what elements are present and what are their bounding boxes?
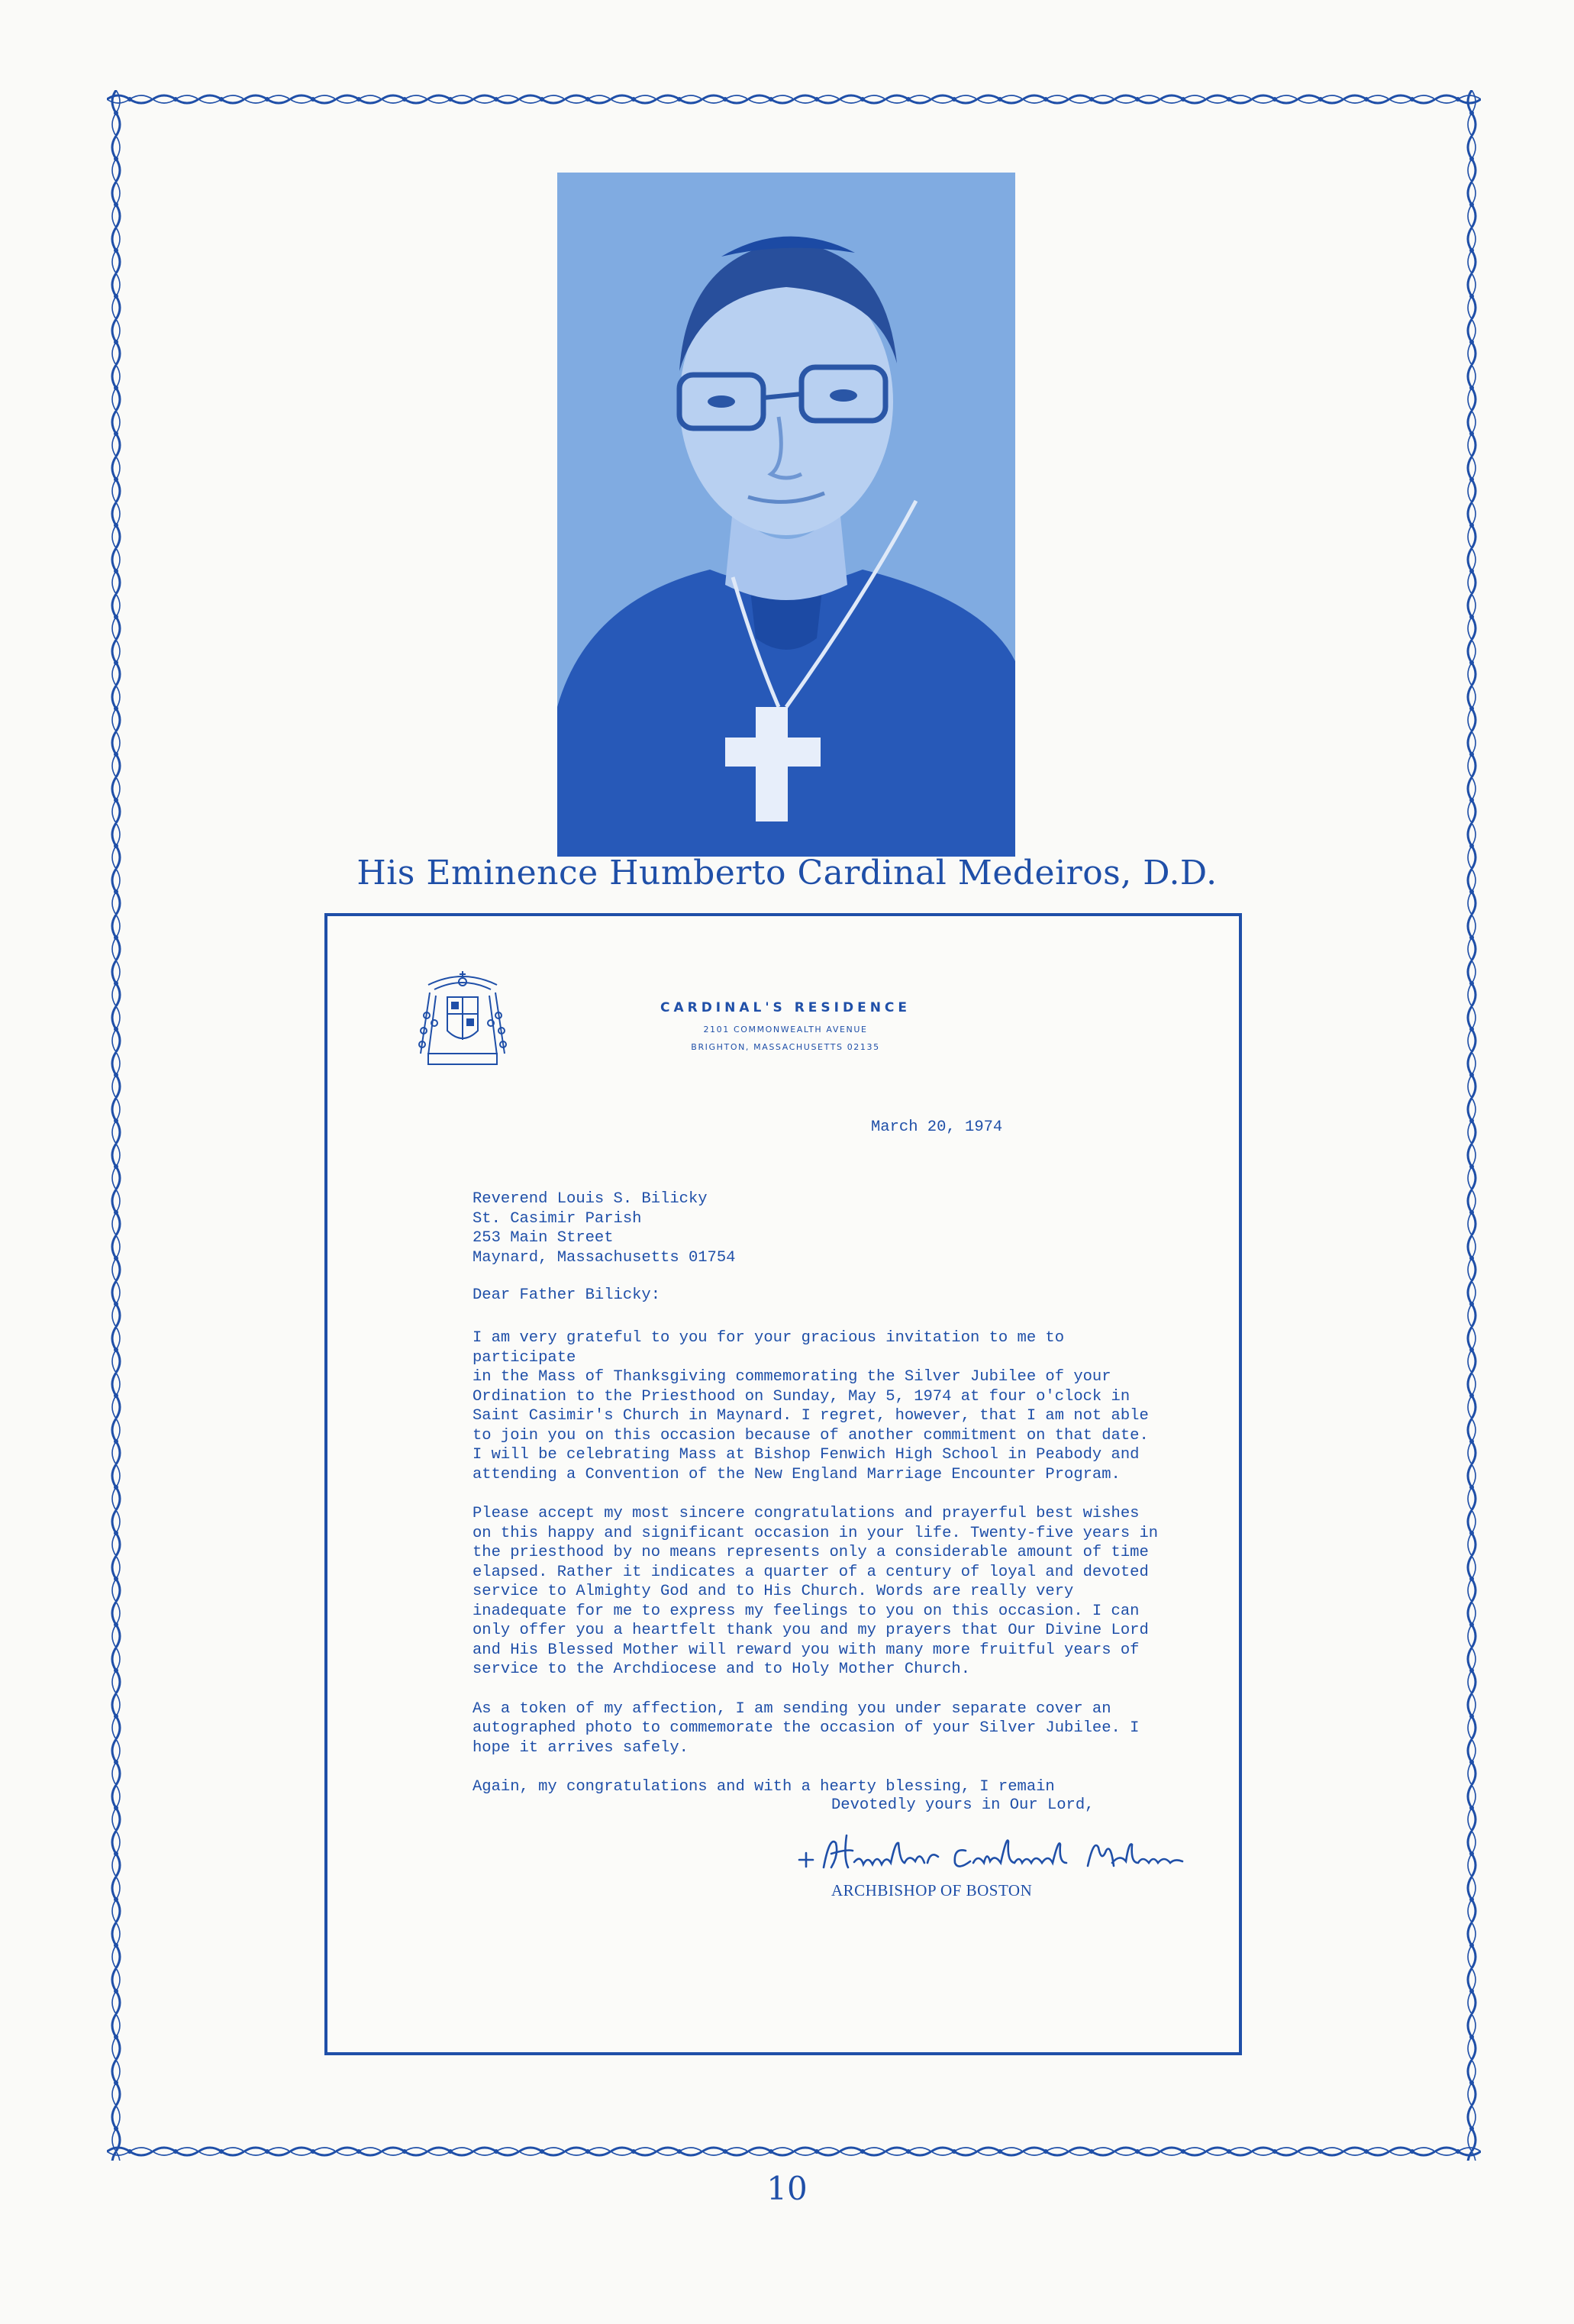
letter-paragraph: Again, my congratulations and with a hearty blessing, I remain: [473, 1778, 1055, 1796]
recipient-line: Reverend Louis S. Bilicky: [473, 1190, 708, 1208]
coat-of-arms-icon: [413, 970, 512, 1069]
salutation: Dear Father Bilicky:: [473, 1286, 661, 1304]
recipient-address: [473, 1189, 735, 1267]
letter-paragraph: As a token of my affection, I am sending you under separate cover an autographed photo to commemorate the occasion of your Silver Jubilee. I hope it arrives safely.: [473, 1699, 1140, 1757]
recipient-line: 253 Main Street: [473, 1229, 614, 1247]
letter-paragraph: Please accept my most sincere congratulations and prayerful best wishes on this happy and significant occasion in your life. Twenty-five years in the priesthood by no means represents only a considerable amount of time elapsed. Rather it indicates a quarter of a century of loyal and devoted service to Almighty God and to His Church. Words are really very inadequate for me to express my feelings to you on this occasion. I can only offer you a heartfelt thank you and my prayers that Our Divine Lord and His Blessed Mother will reward you with many more fruitful years of service to the Archdiocese and to Holy Mother Church.: [473, 1505, 1159, 1678]
recipient-line: Maynard, Massachusetts 01754: [473, 1248, 736, 1267]
letter-paragraph: I am very grateful to you for your gracious invitation to me to participate in the Mass of Thanksgiving commemorating the Silver Jubilee of your Ordination to the Priesthood on Sunday, May 5, 1974 at four o'clock in Saint Casimir's Church in Maynard. I regret, however, that I am not able to join you on this occasion because of another commitment on that date. I will be celebrating Mass at Bishop Fenwich High School in Peabody and attending a Convention of the New England Marriage Encounter Program.: [473, 1329, 1149, 1483]
signer-title: ARCHBISHOP OF BOSTON: [831, 1881, 1033, 1900]
handwritten-signature: [793, 1828, 1190, 1881]
letterhead-address-line2: BRIGHTON, MASSACHUSETTS 02135: [691, 1042, 880, 1052]
cardinal-portrait-photo: [557, 173, 1015, 857]
letter-frame: [324, 913, 1242, 2055]
photo-caption: His Eminence Humberto Cardinal Medeiros, D.D.: [356, 854, 1218, 892]
letterhead: [556, 1000, 1014, 1052]
letter-body: [473, 1328, 1160, 1817]
page-number: 10: [766, 2170, 808, 2207]
recipient-line: St. Casimir Parish: [473, 1209, 642, 1228]
closing: Devotedly yours in Our Lord,: [831, 1796, 1095, 1814]
letterhead-address-line1: 2101 COMMONWEALTH AVENUE: [703, 1025, 868, 1035]
letterhead-title: CARDINAL'S RESIDENCE: [660, 1000, 911, 1015]
letter-date: March 20, 1974: [871, 1118, 1003, 1136]
